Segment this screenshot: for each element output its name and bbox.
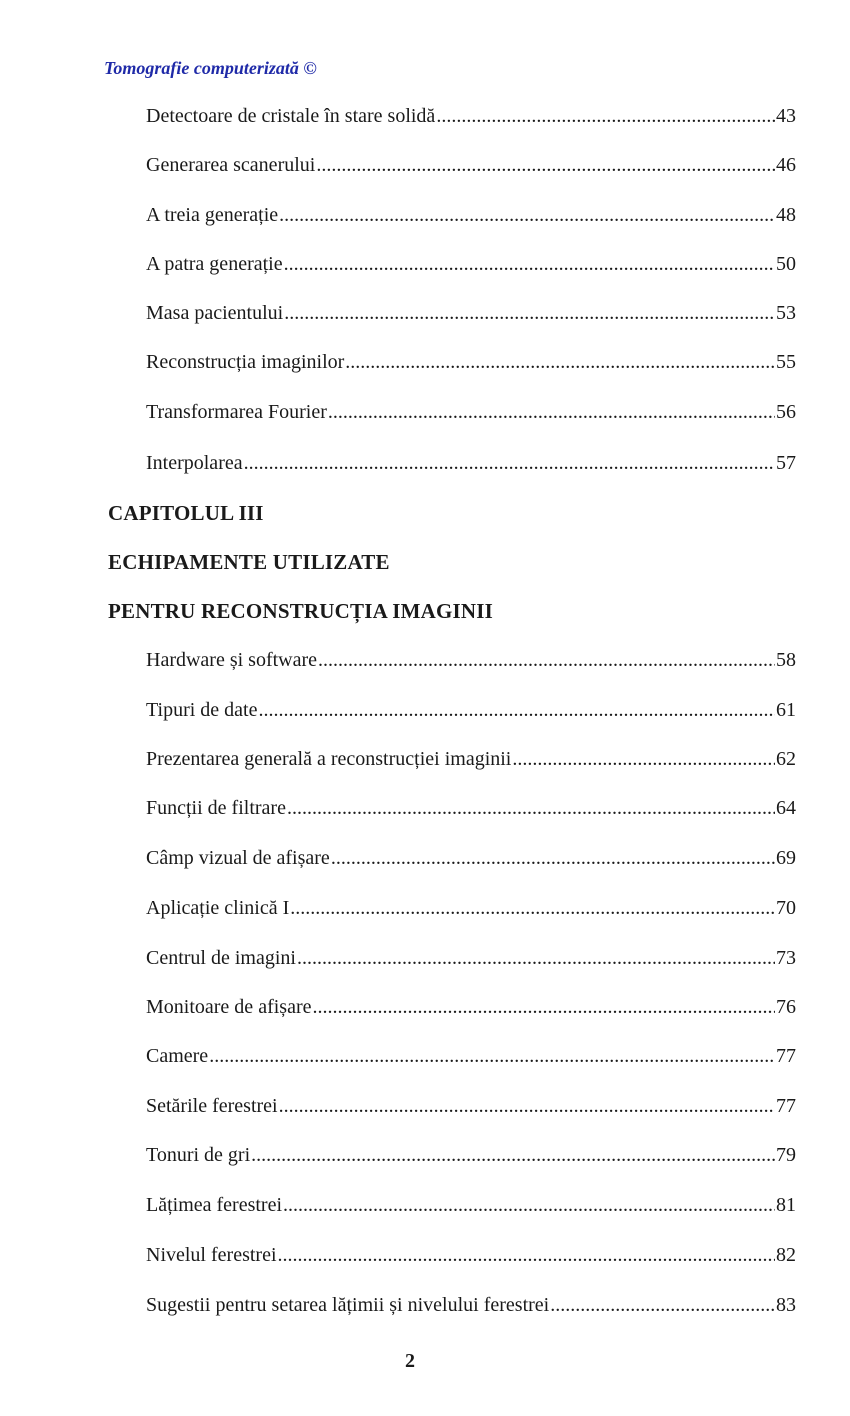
toc-entry	[146, 400, 796, 424]
toc-entry	[146, 1143, 796, 1167]
chapter-title-line-1: ECHIPAMENTE UTILIZATE	[108, 550, 390, 574]
toc-entry-title: Sugestii pentru setarea lățimii și nivelului ferestrei	[146, 1294, 550, 1316]
toc-entry-title: Lățimea ferestrei	[146, 1194, 283, 1216]
toc-entry-page: 46	[776, 154, 796, 176]
dot-leader	[312, 995, 775, 1019]
dot-leader	[512, 747, 775, 771]
toc-entry-page: 64	[776, 797, 796, 819]
toc-entry	[146, 1044, 796, 1068]
toc-entry	[146, 301, 796, 325]
dot-leader	[251, 1143, 775, 1167]
dot-leader	[209, 1044, 775, 1068]
toc-entry-title: Reconstrucția imaginilor	[146, 351, 345, 373]
toc-entry	[146, 153, 796, 177]
toc-entry	[146, 104, 796, 128]
toc-entry-page: 43	[776, 105, 796, 127]
dot-leader	[284, 252, 775, 276]
toc-entry	[146, 747, 796, 771]
toc-entry-page: 82	[776, 1244, 796, 1266]
toc-entry-title: Tonuri de gri	[146, 1144, 251, 1166]
toc-entry-title: Transformarea Fourier	[146, 401, 327, 423]
toc-entry	[146, 451, 796, 475]
page-number: 2	[405, 1350, 415, 1372]
toc-entry-page: 56	[776, 401, 796, 423]
toc-entry-title: Câmp vizual de afișare	[146, 847, 330, 869]
toc-entry	[146, 1243, 796, 1267]
toc-entry-page: 69	[776, 847, 796, 869]
toc-entry-page: 70	[776, 897, 796, 919]
toc-entry-page: 57	[776, 452, 796, 474]
toc-entry-title: Centrul de imagini	[146, 947, 296, 969]
toc-entry-page: 50	[776, 253, 796, 275]
toc-entry	[146, 203, 796, 227]
toc-entry-title: Detectoare de cristale în stare solidă	[146, 105, 436, 127]
toc-entry-title: Tipuri de date	[146, 699, 258, 721]
dot-leader	[283, 1193, 775, 1217]
toc-entry-page: 53	[776, 302, 796, 324]
toc-entry	[146, 946, 796, 970]
toc-entry-title: Interpolarea	[146, 452, 243, 474]
toc-entry	[146, 1293, 796, 1317]
toc-entry-page: 58	[776, 649, 796, 671]
toc-entry-title: Masa pacientului	[146, 302, 284, 324]
toc-entry-page: 81	[776, 1194, 796, 1216]
toc-entry-title: Funcții de filtrare	[146, 797, 286, 819]
toc-entry-page: 83	[776, 1294, 796, 1316]
toc-entry-page: 76	[776, 996, 796, 1018]
toc-entry-page: 61	[776, 699, 796, 721]
toc-entry	[146, 252, 796, 276]
toc-entry-title: A treia generație	[146, 204, 279, 226]
toc-entry-page: 73	[776, 947, 796, 969]
toc-entry-title: Camere	[146, 1045, 209, 1067]
dot-leader	[258, 698, 775, 722]
dot-leader	[436, 104, 775, 128]
toc-entry	[146, 846, 796, 870]
dot-leader	[278, 1243, 776, 1267]
dot-leader	[328, 400, 775, 424]
dot-leader	[284, 301, 775, 325]
dot-leader	[297, 946, 775, 970]
dot-leader	[279, 1094, 775, 1118]
toc-entry-page: 48	[776, 204, 796, 226]
toc-entry-title: Monitoare de afișare	[146, 996, 312, 1018]
dot-leader	[287, 796, 775, 820]
toc-entry-title: A patra generație	[146, 253, 283, 275]
toc-entry-title: Hardware și software	[146, 649, 318, 671]
toc-entry	[146, 896, 796, 920]
toc-entry	[146, 698, 796, 722]
running-header: Tomografie computerizată ©	[104, 58, 317, 78]
dot-leader	[290, 896, 775, 920]
toc-entry	[146, 1094, 796, 1118]
toc-entry	[146, 648, 796, 672]
dot-leader	[550, 1293, 775, 1317]
toc-entry-title: Prezentarea generală a reconstrucției imaginii	[146, 748, 512, 770]
toc-entry-page: 77	[776, 1095, 796, 1117]
chapter-number: CAPITOLUL III	[108, 501, 264, 525]
toc-entry	[146, 1193, 796, 1217]
dot-leader	[316, 153, 775, 177]
toc-entry	[146, 796, 796, 820]
toc-entry	[146, 350, 796, 374]
toc-entry-title: Generarea scanerului	[146, 154, 316, 176]
dot-leader	[345, 350, 775, 374]
toc-entry-title: Setările ferestrei	[146, 1095, 278, 1117]
toc-entry-page: 77	[776, 1045, 796, 1067]
dot-leader	[244, 451, 775, 475]
chapter-title-line-2: PENTRU RECONSTRUCȚIA IMAGINII	[108, 599, 494, 623]
toc-entry-page: 55	[776, 351, 796, 373]
toc-entry-page: 79	[776, 1144, 796, 1166]
toc-entry	[146, 995, 796, 1019]
dot-leader	[331, 846, 775, 870]
toc-entry-title: Aplicație clinică I	[146, 897, 290, 919]
toc-entry-title: Nivelul ferestrei	[146, 1244, 277, 1266]
toc-entry-page: 62	[776, 748, 796, 770]
dot-leader	[279, 203, 775, 227]
dot-leader	[318, 648, 775, 672]
